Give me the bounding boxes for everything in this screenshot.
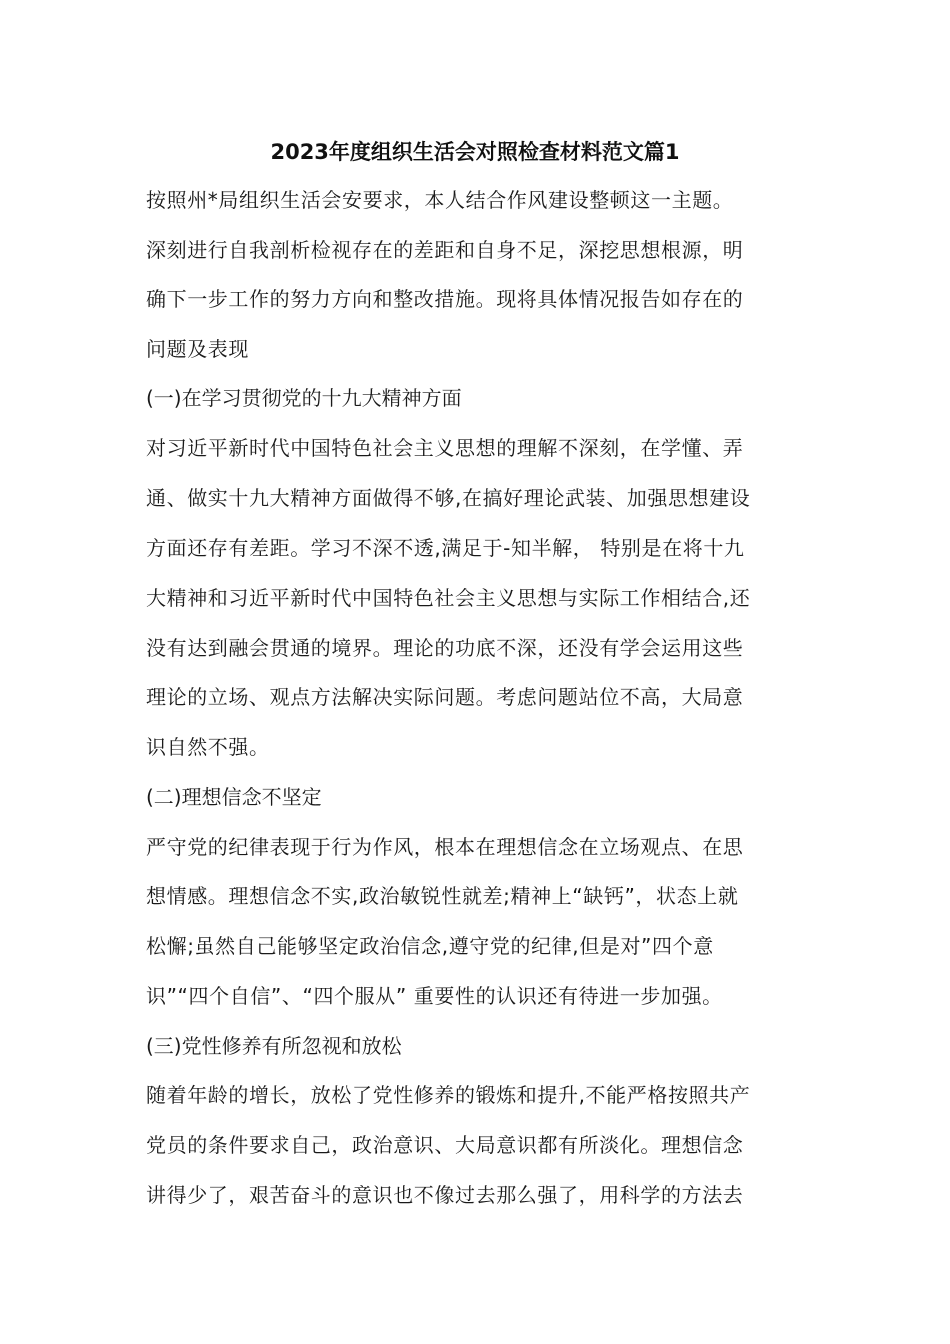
body-line: 没有达到融会贯通的境界。理论的功底不深，还没有学会运用这些 (146, 636, 744, 660)
body-line: 理论的立场、观点方法解决实际问题。考虑问题站位不高，大局意 (146, 685, 744, 709)
body-line: 讲得少了，艰苦奋斗的意识也不像过去那么强了，用科学的方法去 (146, 1183, 744, 1207)
body-line: 识”“四个自信”、“四个服从” 重要性的认识还有待进一步加强。 (146, 984, 723, 1008)
body-line: 通、做实十九大精神方面做得不够,在搞好理论武装、加强思想建设 (146, 486, 751, 510)
document-title: 2023年度组织生活会对照检查材料范文篇1 (270, 140, 680, 164)
body-line: 识自然不强。 (146, 735, 270, 759)
section-heading: (三)党性修养有所忽视和放松 (146, 1034, 402, 1058)
body-line: 对习近平新时代中国特色社会主义思想的理解不深刻，在学懂、弄 (146, 436, 744, 460)
body-line: 大精神和习近平新时代中国特色社会主义思想与实际工作相结合,还 (146, 586, 751, 610)
body-line: 确下一步工作的努力方向和整改措施。现将具体情况报告如存在的 (146, 287, 744, 311)
section-heading: (一)在学习贯彻党的十九大精神方面 (146, 386, 462, 410)
body-line: 深刻进行自我剖析检视存在的差距和自身不足，深挖思想根源，明 (146, 238, 744, 262)
section-heading: (二)理想信念不坚定 (146, 785, 322, 809)
body-line: 随着年龄的增长，放松了党性修养的锻炼和提升,不能严格按照共产 (146, 1083, 751, 1107)
body-line: 想情感。理想信念不实,政治敏锐性就差;精神上“缺钙”，状态上就 (146, 884, 739, 908)
body-line: 严守党的纪律表现于行为作风，根本在理想信念在立场观点、在思 (146, 835, 744, 859)
body-line: 党员的条件要求自己，政治意识、大局意识都有所淡化。理想信念 (146, 1133, 744, 1157)
body-line: 按照州*局组织生活会安要求，本人结合作风建设整顿这一主题。 (146, 188, 734, 212)
body-line: 松懈;虽然自己能够坚定政治信念,遵守党的纪律,但是对”四个意 (146, 934, 714, 958)
body-line: 问题及表现 (146, 337, 249, 361)
body-line: 方面还存有差距。学习不深不透,满足于-知半解， 特别是在将十九 (146, 536, 745, 560)
